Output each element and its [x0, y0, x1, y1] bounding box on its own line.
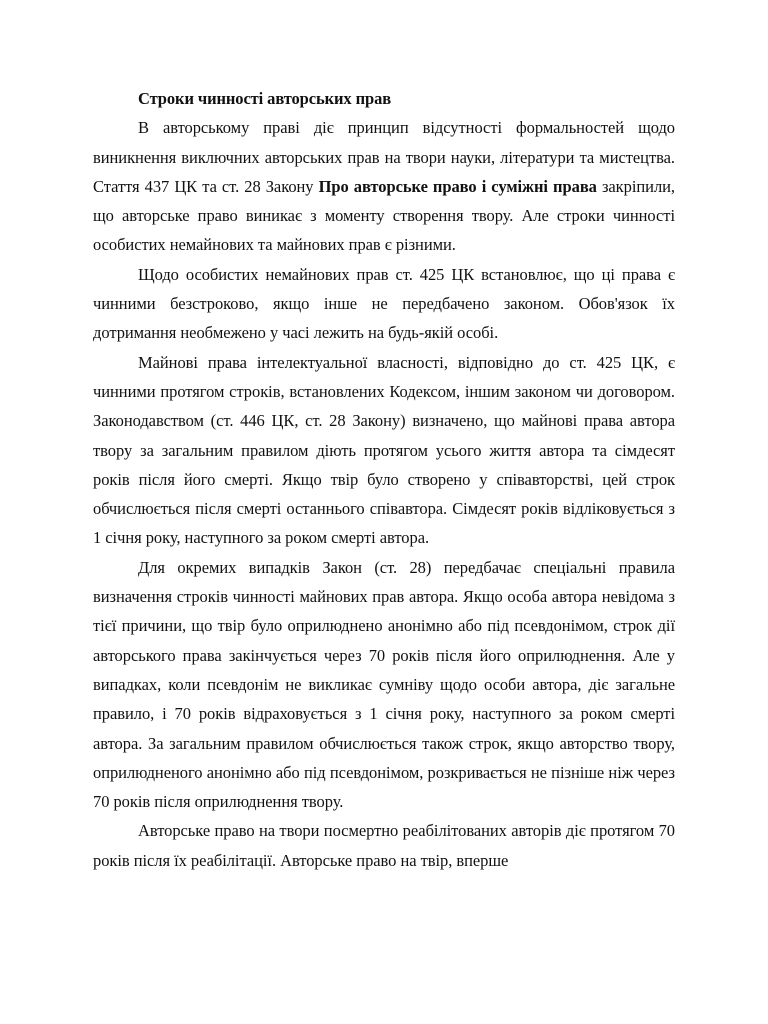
paragraph-4: Для окремих випадків Закон (ст. 28) передбачає спеціальні правила визначення строків чинності майнових прав автора. Якщо особа автора невідома з тієї причини, що твір було оприлюднено анонімно або під псевдонімом, строк дії авторського права закінчується через 70 років після його оприлюднення. Але у випадках, коли псевдонім не викликає сумніву щодо особи автора, діє загальне правило, і 70 років відраховується з 1 січня року, наступного за роком смерті автора. За загальним правилом обчислюється також строк, якщо авторство твору, оприлюдненого анонімно або під псевдонімом, розкривається не пізніше ніж через 70 років після оприлюднення твору. — [93, 557, 675, 812]
paragraph-1-text-end: закріпили, що авторське право виникає з моменту створення твору. Але строки чинності особистих немайнових та майнових прав є різними. — [93, 176, 675, 255]
law-title-bold: Про авторське право і суміжні права — [318, 176, 597, 196]
paragraph-5: Авторське право на твори посмертно реабілітованих авторів діє протягом 70 років після їх реабілітації. Авторське право на твір, вперше — [93, 821, 675, 870]
paragraph-3: Майнові права інтелектуальної власності, відповідно до ст. 425 ЦК, є чинними протягом строків, встановлених Кодексом, іншим законом чи договором. Законодавством (ст. 446 ЦК, ст. 28 Закону) визначено, що майнові права автора твору за загальним правилом діють протягом усього життя автора та сімдесят років після його смерті. Якщо твір було створено у співавторстві, цей строк обчислюється після смерті останнього співавтора. Сімдесят років відліковується з 1 січня року, наступного за роком смерті автора. — [93, 352, 675, 548]
paragraph-2: Щодо особистих немайнових прав ст. 425 ЦК встановлює, що ці права є чинними безстроково, якщо інше не передбачено законом. Обов'язок їх дотримання необмежено у часі лежить на будь-якій особі. — [93, 264, 675, 343]
paragraph-1-text-start: В авторському праві діє принцип відсутності формальностей щодо виникнення виключних авторських прав на твори науки, літератури та мистецтва. Стаття 437 ЦК та ст. 28 Закону — [93, 118, 675, 196]
document-title: Строки чинності авторських прав — [138, 89, 392, 108]
paragraph-1 — [93, 113, 675, 259]
document-body — [93, 84, 675, 875]
